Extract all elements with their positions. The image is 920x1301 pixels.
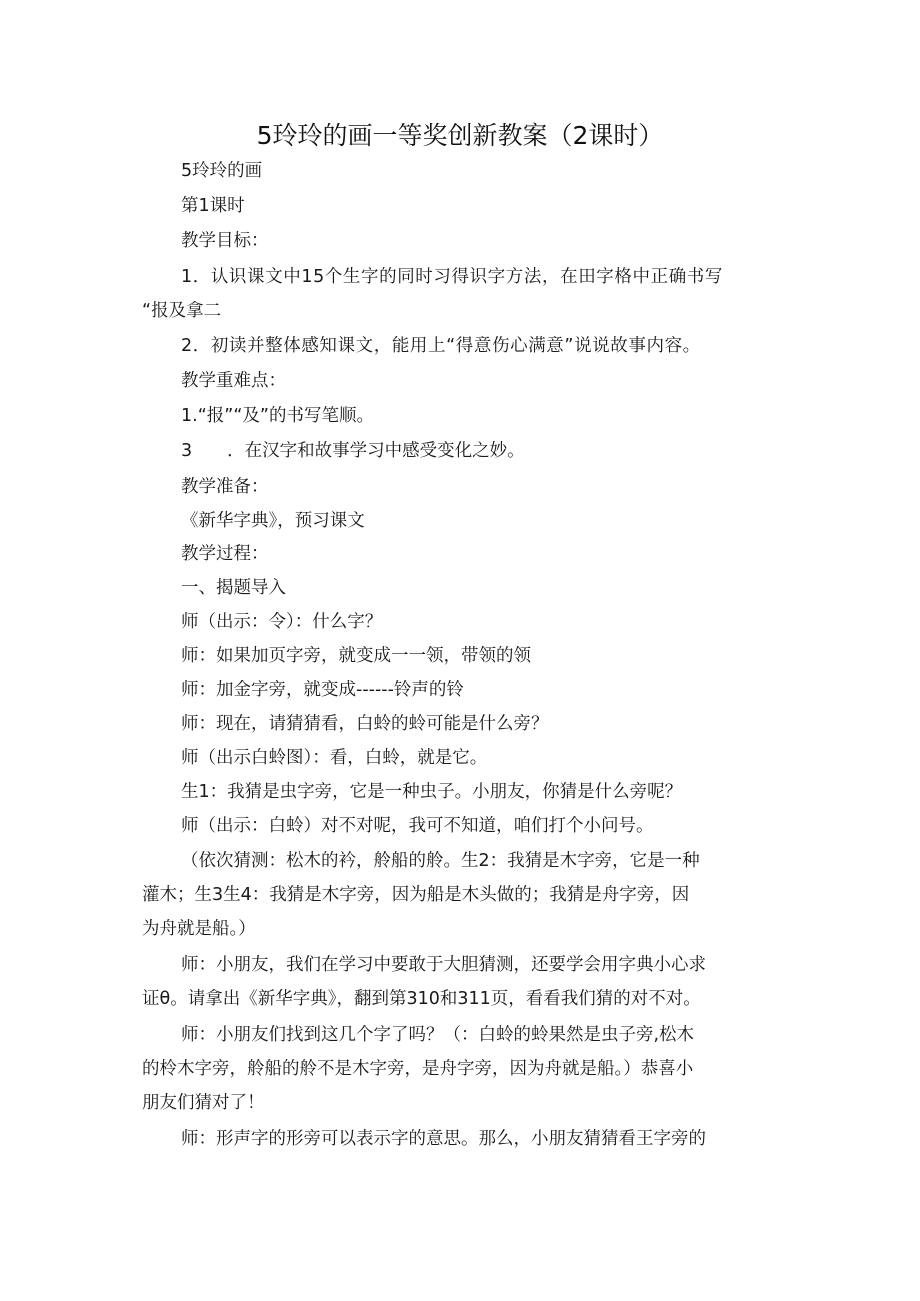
text-line: 1．认识课文中15个生字的同时习得识字方法，在田字格中正确书写 (181, 267, 723, 287)
text-line: 证θ。请拿出《新华字典》，翻到第310和311页，看看我们猜的对不对。 (142, 989, 701, 1009)
text-line: 5玲玲的画 (181, 161, 263, 181)
text-line: 师（出示白蛉图）：看，白蛉，就是它。 (181, 748, 488, 768)
text-line: 的柃木字旁，舲船的舲不是木字旁，是舟字旁，因为舟就是船。）恭喜小 (142, 1059, 694, 1079)
text-line: 师：小朋友，我们在学习中要敢于大胆猜测，还要学会用字典小心求 (181, 955, 706, 975)
text-line: 师：现在，请猜猜看，白蛉的蛉可能是什么旁？ (181, 714, 549, 734)
text-line: 第1课时 (181, 196, 245, 216)
text-line: （依次猜测：松木的衿，舲船的舲。生2：我猜是木字旁，它是一种 (181, 851, 700, 871)
text-line: 生1：我猜是虫字旁，它是一种虫子。小朋友，你猜是什么旁呢？ (181, 782, 683, 802)
text-line: 师：加金字旁，就变成------铃声的铃 (181, 680, 464, 700)
text-line: 师：如果加页字旁，就变成一一领，带领的领 (181, 646, 531, 666)
text-line: 朋友们猜对了！ (142, 1093, 265, 1113)
text-line: 《新华字典》，预习课文 (181, 511, 365, 531)
text-line: 3 ．在汉字和故事学习中感受变化之妙。 (181, 441, 525, 461)
text-line: 师：形声字的形旁可以表示字的意思。那么，小朋友猜猜看王字旁的 (181, 1129, 706, 1149)
text-line: 一、揭题导入 (181, 578, 286, 598)
text-line: 教学重难点： (181, 371, 286, 391)
text-line: 师（出示：白蛉）对不对呢，我可不知道，咱们打个小问号。 (181, 816, 654, 836)
text-line: 1.“报”“及”的书写笔顺。 (181, 406, 374, 426)
page-title: 5玲玲的画一等奖创新教案（2课时） (256, 121, 664, 150)
text-line: 灌木；生3生4：我猜是木字旁，因为船是木头做的；我猜是舟字旁，因 (142, 885, 690, 905)
text-line: “报及拿二 (142, 301, 222, 321)
text-line: 师：小朋友们找到这几个字了吗？（：白蛉的蛉果然是虫子旁,松木 (181, 1025, 695, 1045)
text-line: 2．初读并整体感知课文，能用上“得意伤心满意”说说故事内容。 (181, 336, 701, 356)
text-line: 教学准备： (181, 477, 269, 497)
text-line: 为舟就是船。） (142, 919, 256, 939)
text-line: 教学目标： (181, 231, 269, 251)
text-line: 教学过程： (181, 544, 269, 564)
text-line: 师（出示：令）：什么字？ (181, 612, 383, 632)
